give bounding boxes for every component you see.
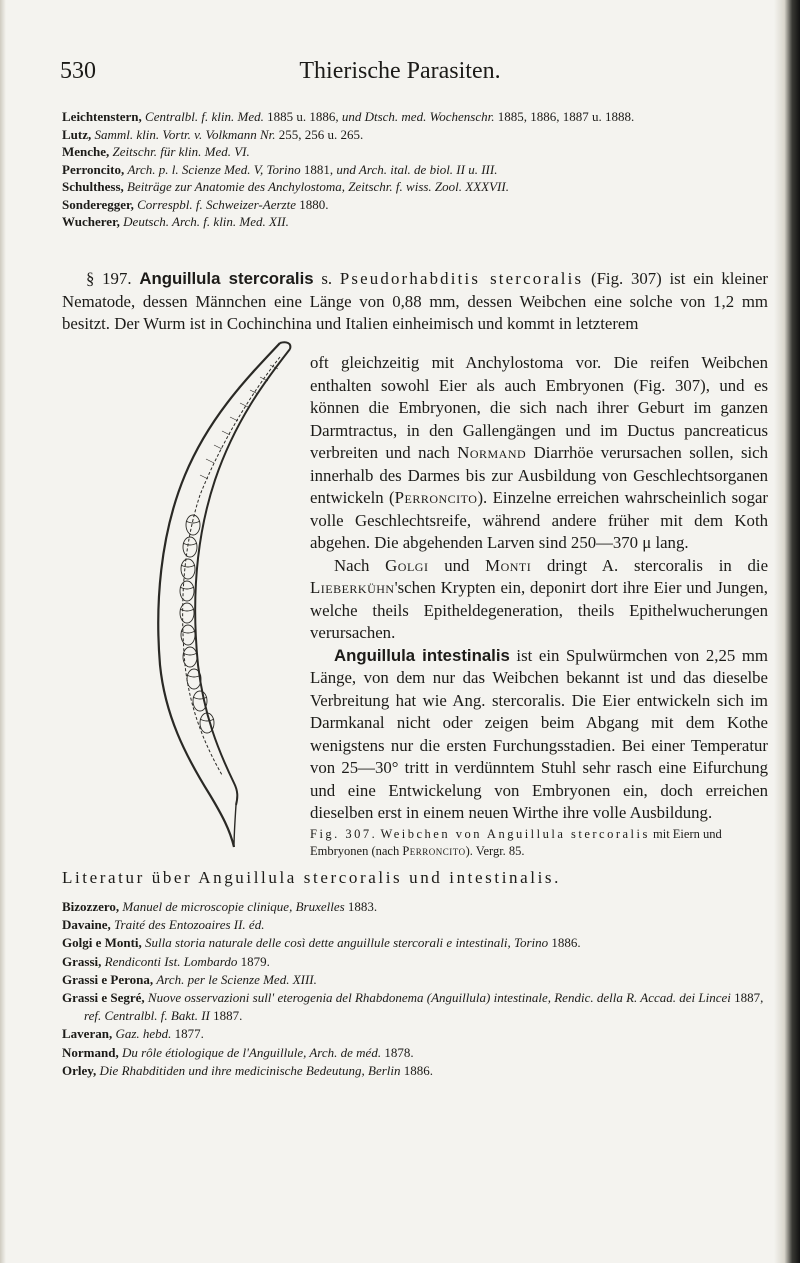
ref-citation: Beiträge zur Anatomie des Anchylostoma, Zeitschr. f. wiss. Zool. XXXVII. — [127, 179, 509, 194]
lit-citation: Traité des Entozoaires II. éd. — [114, 917, 265, 933]
running-title: Thierische Parasiten. — [299, 58, 501, 84]
lit-year: 1887. — [213, 1008, 243, 1024]
literature-item — [62, 916, 774, 934]
author-name: Perroncito — [394, 488, 478, 507]
paragraph-development — [310, 352, 768, 555]
text-run: ). Einzelne erreichen wahrscheinlich sogar volle Geschlechtsreife, während andere früher mit dem Koth abgehen. Die abgehenden Larven sind 250—370 μ lang. — [310, 488, 768, 552]
text-run: dringt A. stercoralis in die — [547, 555, 769, 575]
lit-author: Davaine, — [62, 917, 111, 933]
lit-year: 1879. — [240, 953, 270, 969]
literature-item — [62, 934, 774, 952]
lit-citation: Rendiconti Ist. Lombardo — [104, 953, 238, 969]
text-run: Nach — [334, 555, 370, 575]
author-name: Golgi — [385, 555, 429, 575]
ref-citation: Samml. klin. Vortr. v. Volkmann Nr. — [94, 126, 276, 142]
lit-author: Golgi e Monti, — [62, 935, 142, 951]
literature-item — [62, 1025, 774, 1043]
author-name: Normand — [457, 443, 527, 462]
page-binding-edge — [774, 0, 800, 1263]
lit-citation: Manuel de microscopie clinique, Bruxelles — [122, 899, 345, 914]
ref-year: 255, 256 u. 265. — [278, 126, 364, 142]
ref-author: Wucherer, — [62, 214, 120, 229]
ref-author: Leichtenstern, — [62, 109, 142, 124]
paragraph-intestinalis — [310, 645, 768, 825]
ref-citation: Zeitschr. für klin. Med. VI. — [112, 144, 250, 159]
reference-item — [62, 143, 774, 161]
caption-text: ). Vergr. 85. — [465, 844, 525, 858]
text-run: Diarrhöe verursachen sollen, sich innerhalb des Darmes bis zur Ausbildung von Geschlechtsorganen entwickeln ( — [310, 443, 768, 507]
page-number: 530 — [60, 58, 96, 84]
worm-body-outline-outer — [158, 343, 280, 847]
lit-citation: Du rôle étiologique de l'Anguillule, Arch. de méd. — [121, 1044, 382, 1060]
lit-citation: Die Rhabditiden und ihre medicinische Bedeutung, Berlin — [99, 1062, 401, 1078]
section-197-intro — [62, 268, 768, 336]
literature-item — [62, 898, 774, 916]
lit-year: 1887, — [734, 990, 764, 1006]
author-name: Lieberkühn — [310, 578, 395, 597]
references-top — [62, 108, 774, 231]
ref-citation: Arch. p. l. Scienze Med. V, Torino — [127, 161, 301, 177]
lit-author: Bizozzero, — [62, 899, 120, 914]
section-intro-text: (Fig. 307) ist ein kleiner Nematode, dessen Männchen eine Länge von 0,88 mm, dessen Weibchen eine solche von 1,2 mm besitzt. Der Wurm ist in Cochinchina und Italien einheimisch und kommt in letzterem — [62, 269, 769, 333]
ref-author: Perroncito, — [62, 161, 125, 177]
figure-307-worm — [130, 335, 330, 855]
reference-item — [62, 213, 774, 231]
caption-text: mit Eiern und Embryonen (nach — [310, 827, 722, 858]
figure-caption — [310, 826, 768, 860]
caption-label: Fig. 307. — [310, 827, 378, 841]
ref-author: Menche, — [62, 144, 110, 159]
reference-item — [62, 178, 774, 196]
subsection-heading: Anguillula intestinalis — [334, 645, 510, 665]
ref-author: Lutz, — [62, 126, 92, 142]
ref-citation: Correspbl. f. Schweizer-Aerzte — [137, 196, 296, 212]
lit-author: Grassi, — [62, 953, 102, 969]
reference-item — [62, 196, 774, 214]
text-run: 'schen Krypten ein, deponirt dort ihre Eier und Jungen, welche theils Epitheldegeneration, theils Epithelwucherungen verursachen. — [310, 578, 768, 642]
lit-author: Grassi e Perona, — [62, 971, 154, 987]
section-number: § 197. — [86, 269, 132, 288]
lit-year: 1886. — [551, 935, 581, 951]
literature-item — [62, 1062, 774, 1080]
lit-citation: Gaz. hebd. — [115, 1026, 172, 1042]
author-name: Monti — [485, 555, 532, 575]
page-left-shadow — [0, 0, 6, 1263]
literature-item — [62, 1044, 774, 1062]
synonym-prefix: s. — [321, 269, 333, 288]
page-header — [0, 58, 800, 88]
caption-author: Perroncito — [402, 844, 466, 858]
ref-year: 1881, — [303, 161, 334, 177]
main-text-column — [310, 352, 768, 825]
ref-citation: Centralbl. f. klin. Med. — [145, 109, 264, 124]
reference-item — [62, 108, 774, 126]
literature-item — [62, 971, 774, 989]
ref-citation: Deutsch. Arch. f. klin. Med. XII. — [123, 214, 289, 229]
literature-item — [62, 989, 774, 1025]
ref-year: 1880. — [299, 196, 329, 212]
lit-year: 1883. — [347, 899, 378, 914]
lit-author: Normand, — [62, 1044, 119, 1060]
worm-eggs-group — [180, 515, 214, 733]
lit-citation: Arch. per le Scienze Med. XIII. — [156, 971, 317, 987]
ref-citation: und Arch. ital. de biol. II u. III. — [336, 161, 498, 177]
section-intro-paragraph — [62, 268, 768, 336]
lit-author: Orley, — [62, 1062, 97, 1078]
ref-year: 1885 u. 1886, — [267, 109, 339, 124]
lit-year: 1886. — [403, 1062, 434, 1078]
text-run: ist ein Spulwürmchen von 2,25 mm Länge, von dem nur das Weibchen bekannt ist und das dieselbe Verbreitung hat wie Ang. stercoralis. Die Eier entwickeln sich im Darmkanal nicht oder zeigen beim Abgang mit dem Kothe wenigstens nur die ersten Furchungsstadien. Bei einer Temperatur von 25—30° tritt in verdünntem Stuhl sehr rasch eine Eifurchung und eine Entwickelung von Embryonen ein, doch erreichen dieselben erst in einem neuen Wirthe ihre volle Ausbildung. — [310, 645, 768, 822]
literature-list — [62, 898, 774, 1080]
lit-citation: Nuove osservazioni sull' eterogenia del Rhabdonema (Anguillula) intestinale, Rendic. della R. Accad. dei Lincei — [147, 990, 731, 1006]
lit-year: 1877. — [174, 1026, 204, 1042]
lit-citation: Sulla storia naturale delle così dette anguillule stercorali e intestinali, Torino — [145, 935, 549, 951]
paragraph-golgi-monti — [310, 555, 768, 645]
literature-item — [62, 953, 774, 971]
reference-item — [62, 161, 774, 179]
reference-item — [62, 126, 774, 144]
text-run: und — [444, 555, 470, 575]
ref-citation: und Dtsch. med. Wochenschr. — [341, 109, 495, 124]
lit-author: Grassi e Segré, — [62, 990, 145, 1006]
text-run: oft gleichzeitig mit Anchylostoma vor. Die reifen Weibchen enthalten sowohl Eier als auch Embryonen (Fig. 307), und es können die Embryonen, die sich nach ihrer Geburt im ganzen Darmtractus, in den Gallengängen und im Ductus pancreaticus verbreiten und nach — [310, 353, 768, 462]
lit-year: 1878. — [384, 1044, 414, 1060]
synonym-name: Pseudorhabditis stercoralis — [339, 269, 584, 288]
ref-author: Sonderegger, — [62, 196, 134, 212]
caption-species: Weibchen von Anguillula stercoralis — [380, 827, 650, 841]
ref-author: Schulthess, — [62, 179, 124, 194]
lit-author: Laveran, — [62, 1026, 113, 1042]
literature-heading: Literatur über Anguillula stercoralis und intestinalis. — [62, 868, 561, 887]
worm-body-outline-inner — [195, 349, 290, 805]
lit-citation: ref. Centralbl. f. Bakt. II — [84, 1008, 210, 1024]
section-heading: Anguillula stercoralis — [139, 269, 314, 288]
ref-year: 1885, 1886, 1887 u. 1888. — [497, 109, 635, 124]
